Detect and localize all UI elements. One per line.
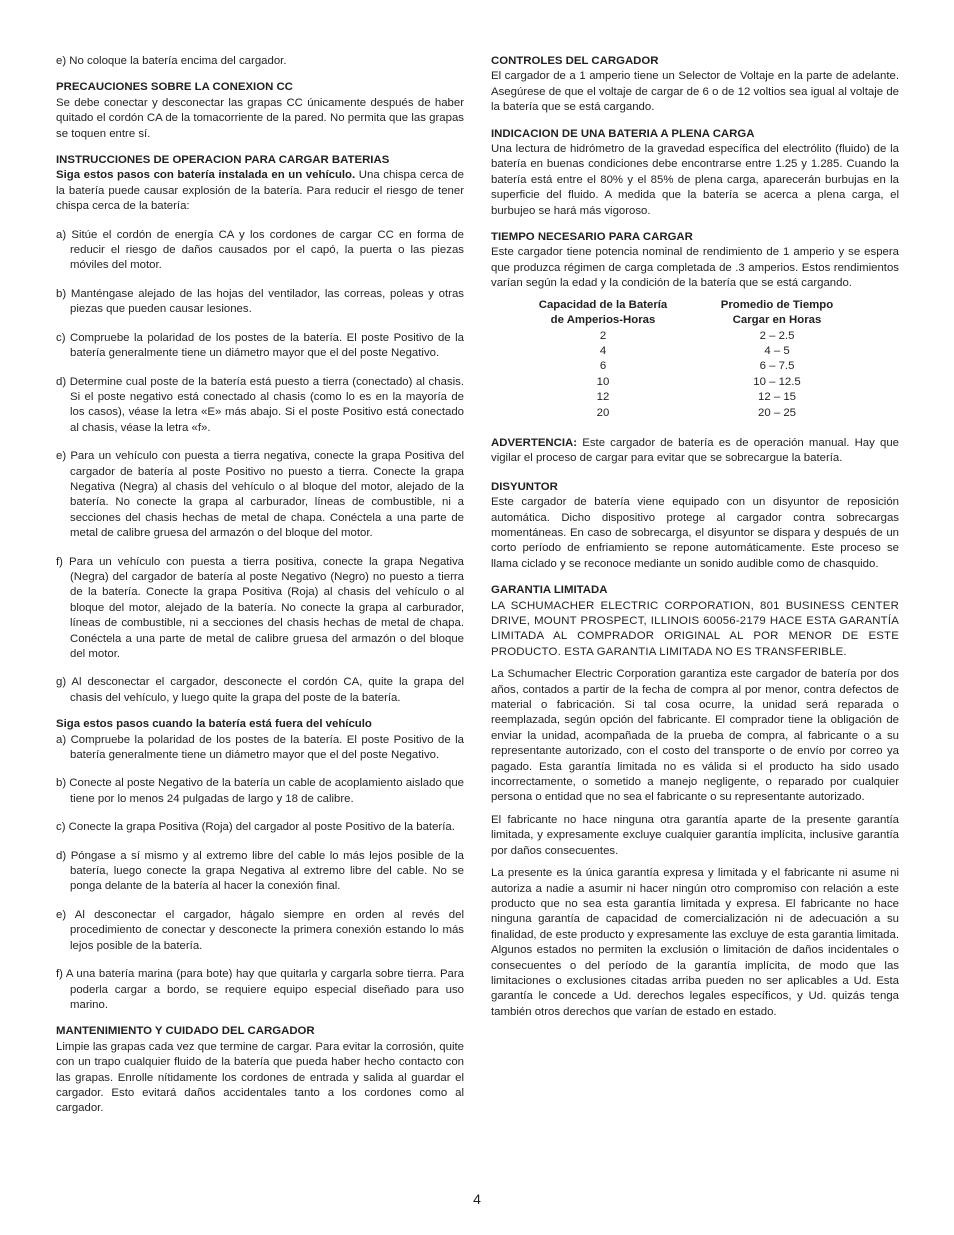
right-column	[491, 54, 899, 1020]
table-row	[519, 344, 859, 359]
full-charge-text: Una lectura de hidrómetro de la gravedad específica del electrólito (fluido) de la batería en buenas condiciones debe encontrarse entre 1.25 y 1.285. Cuando la batería está entre el 80% y el 85% de plena carga, aparecerán burbujas en la superficie del fluido. A medida que la batería se acerca a plena carga, el burbujeo se hará más vigoroso.	[491, 143, 899, 217]
outside-item-f: f) A una batería marina (para bote) hay que quitarla y cargarla sobre tierra. Para poderla cargar a bordo, se requiere equipo especial diseñado para uso marino.	[56, 968, 464, 1011]
warranty-paragraph-1: LA SCHUMACHER ELECTRIC CORPORATION, 801 BUSINESS CENTER DRIVE, MOUNT PROSPECT, ILLINOIS 60056-2179 HACE ESTA GARANTÍA LIMITADA AL COMPRADOR ORIGINAL AL POR MENOR DE ESTE PRODUCTO. ESTA GARANTIA LIMITADA NO ES TRANSFERIBLE.	[491, 599, 899, 658]
capacity-cell: 20	[596, 406, 610, 419]
charger-controls-text: El cargador de a 1 amperio tiene un Selector de Voltaje en la parte de adelante. Asegúrese de que el voltaje de cargar de 6 o de 12 voltios sea igual al voltaje de la batería que se está cargando.	[491, 70, 899, 114]
warning-text: Este cargador de batería es de operación manual. Hay que vigilar el proceso de cargar para evitar que se sobrecargue la batería.	[491, 436, 899, 465]
time-cell: 20 – 25	[757, 406, 796, 419]
outside-item-d: d) Póngase a sí mismo y al extremo libre del cable lo más lejos posible de la batería, luego conecte la grapa Negativa al extremo libre del cable. No se ponga delante de la batería al hacer la conexión final.	[56, 849, 464, 893]
table-row	[519, 406, 859, 421]
warranty-paragraph-4: La presente es la única garantía expresa y limitada y el fabricante ni asume ni autoriza a nadie a asumir ni hacer ningún otro compromiso con relación a este producto que no sea esta garantía limitada y expresa. El fabricante no hace ninguna garantía de capacidad de comercialización ni de adecuación a su finalidad, de este producto y expresamente las excluye de esta garantia limitada. Algunos estados no permiten la exclusión o limitación de daños incidentales o consecuentes o del período de la garantía implícita, de modo que las limitaciones o exclusiones citadas arriba pueden no ser aplicables a Ud. Esta garantía le concede a Ud. derechos legales específicos, y Ud. quizás tenga también otros derechos que varían de estado en estado.	[491, 867, 899, 1018]
table-header-time-line2: Cargar en Horas	[732, 314, 822, 327]
circuit-breaker-heading: DISYUNTOR	[491, 480, 558, 493]
operating-instructions-lead	[56, 168, 464, 214]
limited-warranty-heading: GARANTIA LIMITADA	[491, 584, 608, 597]
table-row	[519, 375, 859, 390]
charger-controls-heading: CONTROLES DEL CARGADOR	[491, 55, 659, 67]
warranty-paragraph-2: La Schumacher Electric Corporation garantiza este cargador de batería por dos años, contados a partir de la fecha de compra al por menor, contra defectos de material o fabricación. Si tal cosa ocurre, la unidad será reparada o reemplazada, según opción del fabricante. El comprador tiene la obligación de enviar la unidad, acompañada de la prueba de compra, al fabricante o a su representante autorizado, con el costo del transporte o de envío por correo ya pagado. Esta garantía limitada no es válida si el producto ha sido usado incorrectamente, o sometido a manejo negligente, o reparado por cualquier persona o entidad que no sea el fabricante o su representante autorizado.	[491, 668, 899, 804]
capacity-cell: 6	[599, 360, 607, 373]
circuit-breaker-text: Este cargador de batería viene equipado con un disyuntor de reposición automática. Dicho dispositivo protege al cargador contra sobrecargas momentáneas. En caso de sobrecarga, el disyuntor se dispara y después de un corto período de enfriamiento se repone automáticamente. Este proceso se llama ciclado y se reconoce mediante un sonido audible como de chasquido.	[491, 496, 899, 570]
table-header-capacity-line1: Capacidad de la Batería	[538, 298, 668, 311]
time-cell: 2 – 2.5	[759, 329, 795, 342]
outside-item-e: e) Al desconectar el cargador, hágalo siempre en orden al revés del procedimiento de conectar y desconecte la primera conexión estando lo más lejos posible de la batería.	[56, 908, 464, 952]
instruction-item-e: e) Para un vehículo con puesta a tierra negativa, conecte la grapa Positiva del cargador de batería al poste Positivo no puesto a tierra. Conecte la grapa Negativa (Negra) al chasis del vehículo o al bloque del motor, alejado de la batería. No conecte la grapa al carburador, líneas de combustible, ni a secciones del chasis hechas de metal de chapa. Conéctela a una parte de metal de calibre gruesa del armazón o del bloque del motor.	[56, 450, 464, 540]
full-charge-heading: INDICACION DE UNA BATERIA A PLENA CARGA	[491, 127, 755, 140]
capacity-cell: 10	[596, 375, 610, 388]
instruction-item-g: g) Al desconectar el cargador, desconecte el cordón CA, quite la grapa del chasis del vehículo, y luego quite la grapa del poste de la batería.	[56, 676, 464, 704]
operating-instructions-heading: INSTRUCCIONES DE OPERACION PARA CARGAR BATERIAS	[56, 154, 390, 167]
operating-instructions-lead-bold: Siga estos pasos con batería instalada en un vehículo.	[56, 169, 356, 182]
warranty-paragraph-3: El fabricante no hace ninguna otra garantía aparte de la presente garantía limitada, y expresamente excluye cualquier garantía implícita, inclusive garantía por daños consecuentes.	[491, 813, 899, 857]
instruction-item-a: a) Sitúe el cordón de energía CA y los cordones de cargar CC en forma de reducir el riesgo de daños causados por el capó, la puerta o las piezas móviles del motor.	[56, 228, 464, 272]
outside-item-c: c) Conecte la grapa Positiva (Roja) del cargador al poste Positivo de la batería.	[56, 821, 455, 834]
table-row	[519, 390, 859, 405]
warning-paragraph	[491, 436, 899, 467]
capacity-cell: 4	[599, 344, 607, 357]
item-e-battery-on-charger: e) No coloque la batería encima del cargador.	[56, 55, 287, 67]
instruction-item-c: c) Compruebe la polaridad de los postes de la batería. El poste Positivo de la batería generalmente tiene un diámetro mayor que el del poste Negativo.	[56, 331, 464, 360]
outside-item-b: b) Conecte al poste Negativo de la batería un cable de acoplamiento aislado que tiene por lo menos 24 pulgadas de largo y 18 de calibre.	[56, 777, 464, 805]
charge-time-heading: TIEMPO NECESARIO PARA CARGAR	[491, 231, 693, 244]
operating-instructions-lead-text: Una chispa cerca de la batería puede causar explosión de la batería. Para reducir el riesgo de tener chispa cerca de la batería:	[56, 169, 464, 213]
time-cell: 4 – 5	[764, 344, 790, 357]
table-row	[519, 329, 859, 344]
capacity-cell: 2	[599, 329, 607, 342]
dc-precautions-text: Se debe conectar y desconectar las grapas CC únicamente después de haber quitado el cordón CA de la tomacorriente de la pared. No permita que las grapas se toquen entre sí.	[56, 96, 464, 140]
table-header-capacity-line2: de Amperios-Horas	[550, 314, 656, 327]
left-column	[56, 54, 464, 1117]
instruction-item-d: d) Determine cual poste de la batería está puesto a tierra (conectado) al chasis. Si el poste negativo está conectado al chasis (como lo es en la mayoría de los casos), véase la letra «E» más abajo. Si el poste Positivo está conectado al chasis, véase la letra «f».	[56, 375, 464, 434]
maintenance-text: Limpie las grapas cada vez que termine de cargar. Para evitar la corrosión, quite con un trapo cualquier fluido de la batería que pueda haber hecho contacto con las grapas. Enrolle nítidamente los cordones de entrada y salida al guardar el cargador. Esto evitará daños accidentales tanto a los cordones como al cargador.	[56, 1040, 464, 1115]
maintenance-heading: MANTENIMIENTO Y CUIDADO DEL CARGADOR	[56, 1025, 315, 1038]
outside-vehicle-heading: Siga estos pasos cuando la batería está fuera del vehículo	[56, 718, 372, 731]
time-cell: 10 – 12.5	[753, 375, 801, 388]
charge-time-text: Este cargador tiene potencia nominal de rendimiento de 1 amperio y se espera que produzca régimen de carga completada de .3 amperios. Estos rendimientos varían según la edad y la condición de la batería que se está cargando.	[491, 246, 899, 290]
instruction-item-b: b) Manténgase alejado de las hojas del ventilador, las correas, poleas y otras piezas que pueden causar lesiones.	[56, 287, 464, 316]
page-number: 4	[473, 1191, 481, 1207]
table-header-time-line1: Promedio de Tiempo	[720, 298, 834, 311]
warning-label: ADVERTENCIA:	[491, 436, 578, 449]
time-cell: 6 – 7.5	[759, 360, 795, 373]
instruction-item-f: f) Para un vehículo con puesta a tierra positiva, conecte la grapa Negativa (Negra) del cargador de batería al poste Negativo (Negro) no puesto a tierra de la batería. Conecte la grapa Positiva (Roja) al chasis del vehículo o al bloque del motor, alejado de la batería. No conecte la grapa al carburador, líneas de combustible, ni a secciones del chasis hechas de metal de chapa. Conéctela a una parte de metal de calibre gruesa del armazón o del bloque del motor.	[56, 555, 464, 660]
charge-time-table	[519, 298, 859, 421]
outside-item-a: a) Compruebe la polaridad de los postes de la batería. El poste Positivo de la batería generalmente tiene un diámetro mayor que el del poste Negativo.	[56, 733, 464, 762]
dc-precautions-heading: PRECAUCIONES SOBRE LA CONEXION CC	[56, 81, 293, 94]
capacity-cell: 12	[596, 391, 610, 404]
table-row	[519, 359, 859, 374]
time-cell: 12 – 15	[757, 391, 796, 404]
